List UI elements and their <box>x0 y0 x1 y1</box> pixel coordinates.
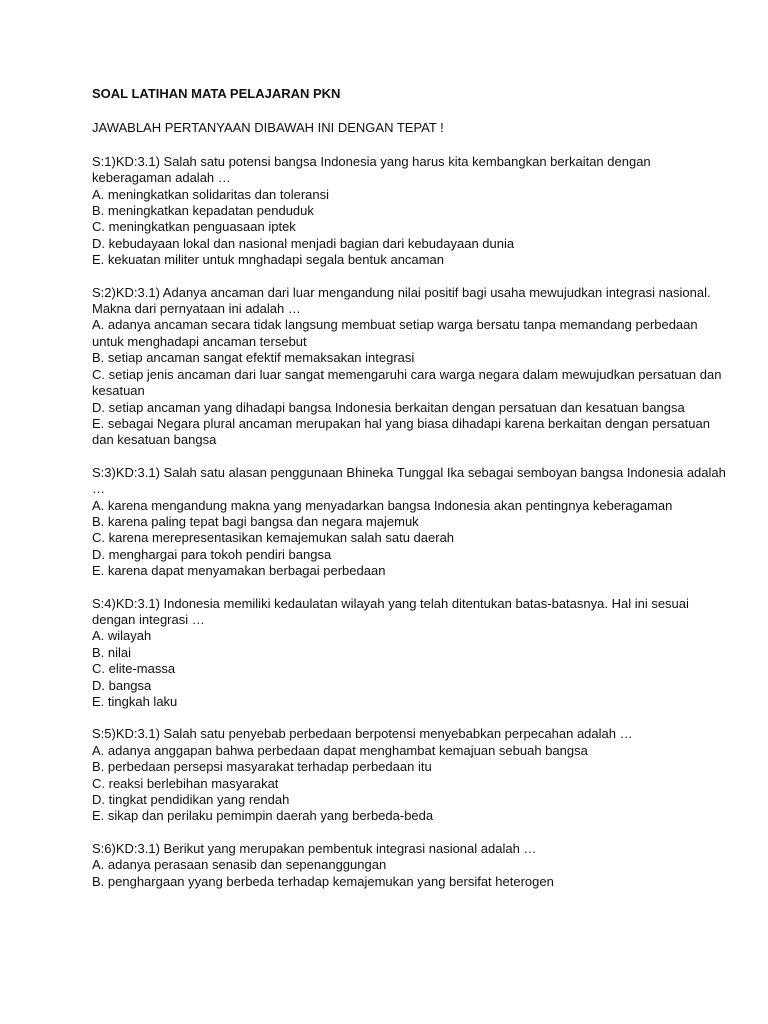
option-list <box>92 498 732 580</box>
option-item: E. tingkah laku <box>92 694 178 709</box>
option-item: B. setiap ancaman sangat efektif memaksakan integrasi <box>92 350 415 366</box>
option-item: D. kebudayaan lokal dan nasional menjadi bagian dari kebudayaan dunia <box>92 235 515 251</box>
document-instruction: JAWABLAH PERTANYAAN DIBAWAH INI DENGAN TEPAT ! <box>92 120 444 136</box>
option-item: C. elite-massa <box>92 661 176 677</box>
option-item: E. kekuatan militer untuk mnghadapi segala bentuk ancaman <box>92 252 444 268</box>
option-list <box>92 317 732 448</box>
option-list <box>92 628 732 710</box>
option-item: E. karena dapat menyamakan berbagai perbedaan <box>92 563 386 579</box>
question-3 <box>92 465 732 580</box>
option-item: C. meningkatkan penguasaan iptek <box>92 219 296 235</box>
question-text: S:1)KD:3.1) Salah satu potensi bangsa Indonesia yang harus kita kembangkan berkaitan dengan keberagaman adalah … <box>92 153 651 186</box>
question-text: S:3)KD:3.1) Salah satu alasan penggunaan Bhineka Tunggal Ika sebagai semboyan bangsa Indonesia adalah … <box>92 464 726 497</box>
option-item: C. reaksi berlebihan masyarakat <box>92 775 279 791</box>
document-title: SOAL LATIHAN MATA PELAJARAN PKN <box>92 86 341 101</box>
document-page <box>92 86 732 906</box>
option-list <box>92 743 732 825</box>
question-2 <box>92 285 732 449</box>
question-4 <box>92 596 732 711</box>
option-item: A. adanya anggapan bahwa perbedaan dapat menghambat kemajuan sebuah bangsa <box>92 742 588 758</box>
question-5 <box>92 726 732 824</box>
option-item: A. meningkatkan solidaritas dan toleransi <box>92 186 330 202</box>
question-1 <box>92 154 732 269</box>
option-item: E. sikap dan perilaku pemimpin daerah yang berbeda-beda <box>92 808 434 824</box>
option-list <box>92 187 732 269</box>
option-item: C. setiap jenis ancaman dari luar sangat memengaruhi cara warga negara dalam mewujudkan persatuan dan kesatuan <box>92 366 722 399</box>
question-6 <box>92 841 732 890</box>
option-item: D. setiap ancaman yang dihadapi bangsa Indonesia berkaitan dengan persatuan dan kesatuan bangsa <box>92 399 685 415</box>
option-item: A. karena mengandung makna yang menyadarkan bangsa Indonesia akan pentingnya keberagaman <box>92 497 673 513</box>
option-item: D. tingkat pendidikan yang rendah <box>92 792 290 808</box>
option-item: A. wilayah <box>92 628 152 644</box>
option-item: B. meningkatkan kepadatan penduduk <box>92 203 314 219</box>
question-text: S:4)KD:3.1) Indonesia memiliki kedaulatan wilayah yang telah ditentukan batas-batasnya. Hal ini sesuai dengan integrasi … <box>92 595 689 627</box>
option-item: D. bangsa <box>92 677 152 693</box>
question-text: S:5)KD:3.1) Salah satu penyebab perbedaan berpotensi menyebabkan perpecahan adalah … <box>92 726 633 742</box>
option-item: B. karena paling tepat bagi bangsa dan negara majemuk <box>92 513 419 529</box>
option-item: A. adanya perasaan senasib dan sepenanggungan <box>92 857 387 873</box>
option-item: E. sebagai Negara plural ancaman merupakan hal yang biasa dihadapi karena berkaitan dengan persatuan dan kesatuan bangsa <box>92 415 710 448</box>
option-item: C. karena merepresentasikan kemajemukan salah satu daerah <box>92 530 455 546</box>
question-text: S:6)KD:3.1) Berikut yang merupakan pembentuk integrasi nasional adalah … <box>92 840 537 856</box>
option-item: B. perbedaan persepsi masyarakat terhadap perbedaan itu <box>92 759 432 775</box>
option-item: A. adanya ancaman secara tidak langsung membuat setiap warga bersatu tanpa memandang perbedaan untuk menghadapi ancaman tersebut <box>92 317 698 349</box>
option-item: D. menghargai para tokoh pendiri bangsa <box>92 546 332 562</box>
question-text: S:2)KD:3.1) Adanya ancaman dari luar mengandung nilai positif bagi usaha mewujudkan integrasi nasional. Makna dari pernyataan ini adalah … <box>92 284 711 317</box>
option-list <box>92 857 732 890</box>
option-item: B. nilai <box>92 644 132 660</box>
option-item: B. penghargaan yyang berbeda terhadap kemajemukan yang bersifat heterogen <box>92 873 554 889</box>
